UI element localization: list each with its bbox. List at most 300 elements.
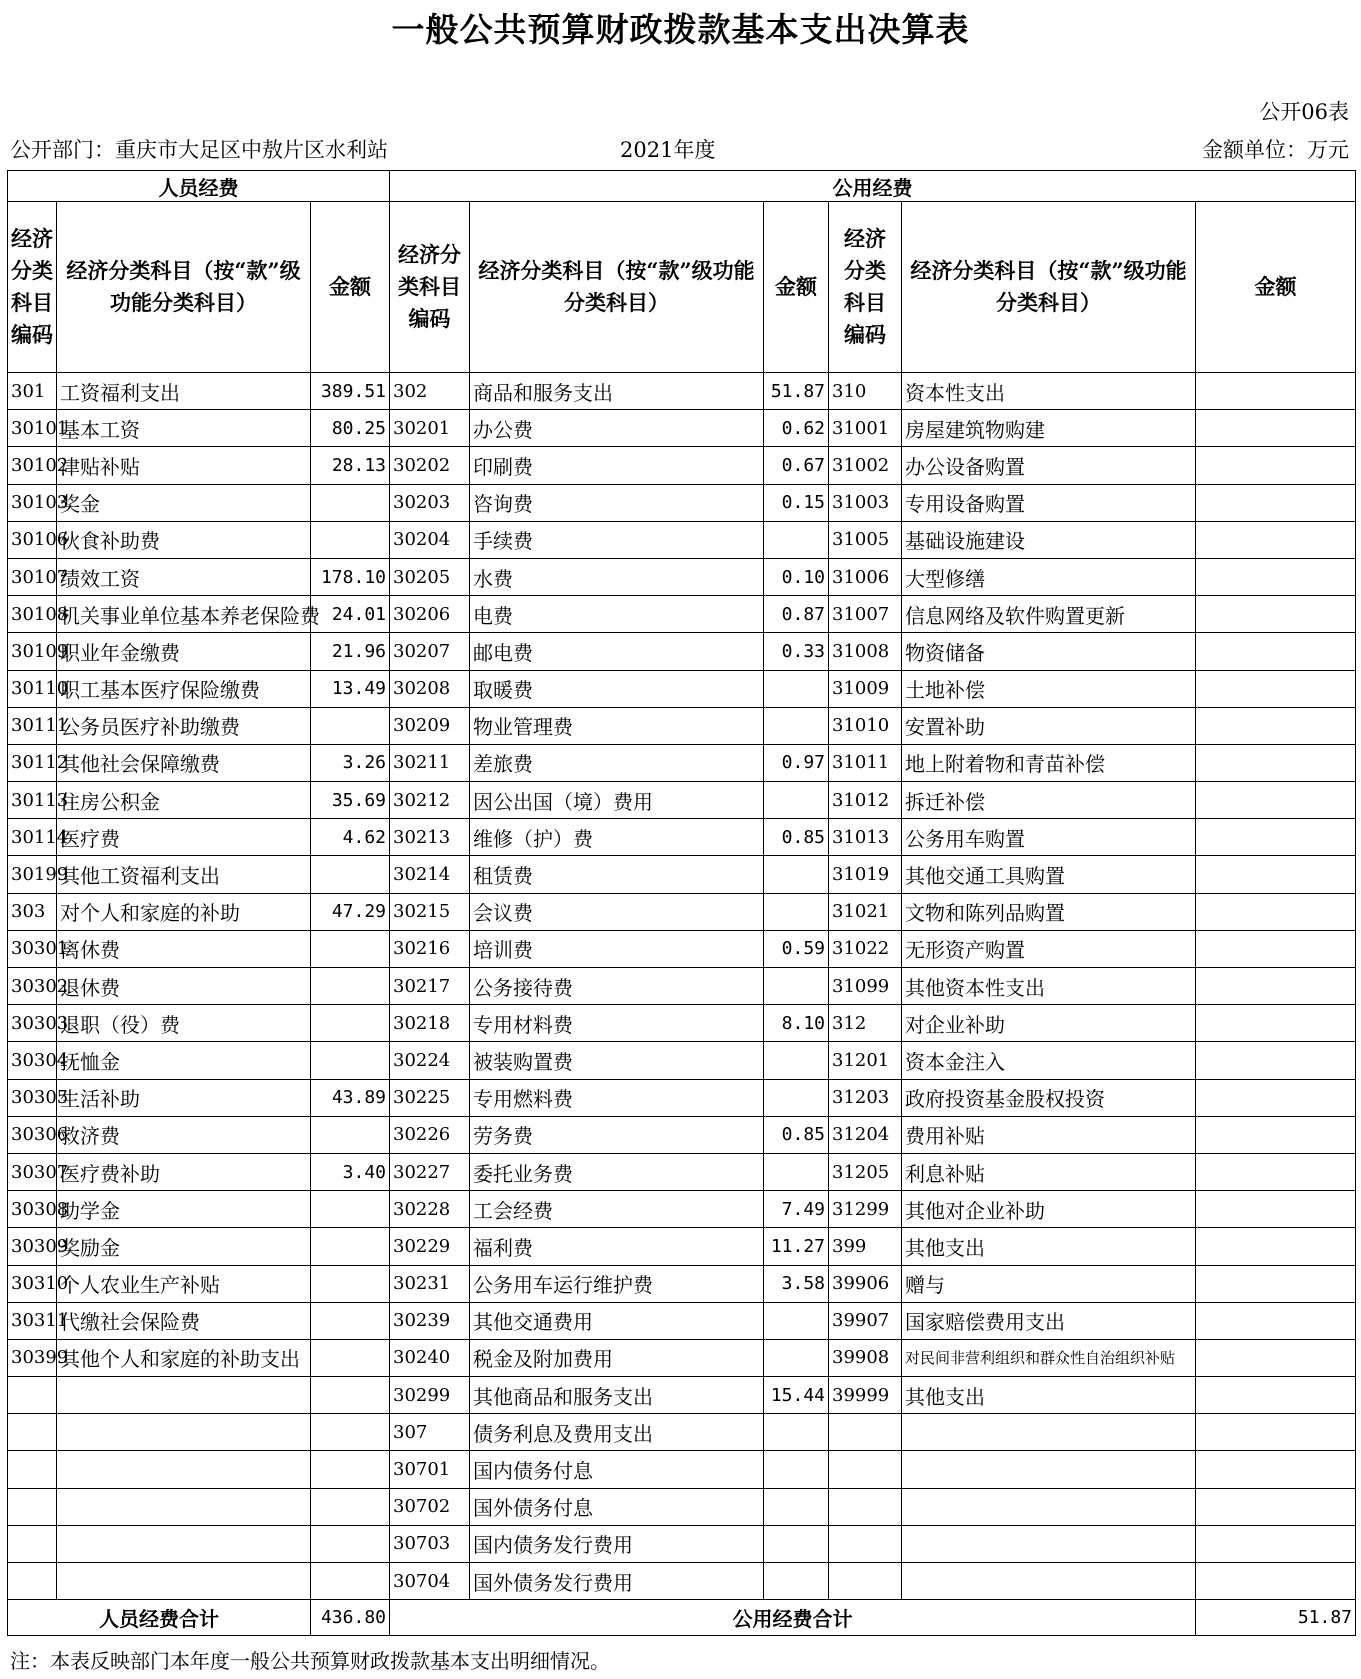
cell-amount-left [311, 484, 390, 521]
cell-name-mid: 国内债务发行费用 [470, 1525, 764, 1562]
cell-name-right: 房屋建筑物购建 [902, 410, 1196, 447]
section-header-row [8, 171, 1356, 202]
cell-name-mid: 邮电费 [470, 633, 764, 670]
cell-name-mid: 国外债务付息 [470, 1488, 764, 1525]
cell-name-left [57, 1488, 311, 1525]
cell-name-left: 退职（役）费 [57, 1005, 311, 1042]
cell-code-mid: 30240 [390, 1339, 470, 1376]
cell-name-mid: 因公出国（境）费用 [470, 782, 764, 819]
cell-name-right: 专用设备购置 [902, 484, 1196, 521]
cell-name-mid: 劳务费 [470, 1116, 764, 1153]
cell-name-right: 其他资本性支出 [902, 968, 1196, 1005]
header-code-right: 经济分类科目编码 [829, 202, 902, 373]
cell-amount-left [311, 707, 390, 744]
table-row [8, 1005, 1356, 1042]
cell-name-mid: 被装购置费 [470, 1042, 764, 1079]
cell-code-mid: 30218 [390, 1005, 470, 1042]
cell-amount-mid: 15.44 [764, 1377, 829, 1414]
table-row [8, 1265, 1356, 1302]
cell-name-right: 公务用车购置 [902, 819, 1196, 856]
cell-amount-right [1196, 1525, 1356, 1562]
cell-amount-right [1196, 1042, 1356, 1079]
cell-code-right: 31022 [829, 930, 902, 967]
cell-code-left: 30113 [8, 782, 57, 819]
cell-amount-left: 4.62 [311, 819, 390, 856]
cell-name-left: 职业年金缴费 [57, 633, 311, 670]
table-row [8, 1488, 1356, 1525]
table-row [8, 707, 1356, 744]
cell-code-left: 30199 [8, 856, 57, 893]
cell-amount-right [1196, 1339, 1356, 1376]
cell-name-right: 赠与 [902, 1265, 1196, 1302]
cell-code-mid: 30209 [390, 707, 470, 744]
cell-code-right: 31011 [829, 744, 902, 781]
cell-code-right: 31013 [829, 819, 902, 856]
cell-amount-right [1196, 744, 1356, 781]
cell-amount-left [311, 1377, 390, 1414]
cell-code-left: 30101 [8, 410, 57, 447]
table-code: 公开06表 [1259, 100, 1349, 124]
table-row [8, 410, 1356, 447]
public-total-value: 51.87 [1196, 1600, 1356, 1636]
cell-amount-mid: 0.15 [764, 484, 829, 521]
cell-amount-right [1196, 410, 1356, 447]
cell-amount-mid [764, 1414, 829, 1451]
cell-code-mid: 30225 [390, 1079, 470, 1116]
table-row [8, 1228, 1356, 1265]
cell-code-left: 30305 [8, 1079, 57, 1116]
cell-name-mid: 公务接待费 [470, 968, 764, 1005]
table-row [8, 1451, 1356, 1488]
cell-code-right: 31003 [829, 484, 902, 521]
cell-code-right [829, 1451, 902, 1488]
cell-code-right: 39906 [829, 1265, 902, 1302]
cell-amount-right [1196, 447, 1356, 484]
cell-amount-left [311, 856, 390, 893]
cell-code-mid: 30214 [390, 856, 470, 893]
cell-code-left: 30111 [8, 707, 57, 744]
cell-code-mid: 307 [390, 1414, 470, 1451]
table-row [8, 930, 1356, 967]
cell-code-right: 31009 [829, 670, 902, 707]
cell-amount-right [1196, 1116, 1356, 1153]
table-row [8, 1339, 1356, 1376]
table-row [8, 1414, 1356, 1451]
cell-code-mid: 30216 [390, 930, 470, 967]
cell-code-left: 30399 [8, 1339, 57, 1376]
table-row [8, 596, 1356, 633]
cell-name-right: 大型修缮 [902, 558, 1196, 595]
cell-amount-right [1196, 1451, 1356, 1488]
cell-code-left: 301 [8, 373, 57, 410]
cell-amount-left [311, 1228, 390, 1265]
table-row [8, 893, 1356, 930]
cell-code-right: 31021 [829, 893, 902, 930]
table-row [8, 1042, 1356, 1079]
cell-amount-mid: 0.87 [764, 596, 829, 633]
cell-name-right [902, 1525, 1196, 1562]
cell-name-mid: 商品和服务支出 [470, 373, 764, 410]
cell-name-right: 对企业补助 [902, 1005, 1196, 1042]
cell-name-mid: 其他商品和服务支出 [470, 1377, 764, 1414]
cell-name-right: 资本金注入 [902, 1042, 1196, 1079]
cell-amount-mid [764, 1488, 829, 1525]
section-public: 公用经费 [390, 171, 1356, 202]
table-row [8, 1302, 1356, 1339]
cell-amount-mid: 0.33 [764, 633, 829, 670]
cell-code-right: 39908 [829, 1339, 902, 1376]
header-amount-mid: 金额 [764, 202, 829, 373]
cell-amount-left: 178.10 [311, 558, 390, 595]
cell-name-left: 退休费 [57, 968, 311, 1005]
cell-name-left: 医疗费补助 [57, 1153, 311, 1190]
cell-name-left: 机关事业单位基本养老保险费 [57, 596, 311, 633]
cell-amount-mid: 0.85 [764, 1116, 829, 1153]
cell-amount-right [1196, 633, 1356, 670]
cell-name-left: 绩效工资 [57, 558, 311, 595]
cell-name-mid: 债务利息及费用支出 [470, 1414, 764, 1451]
cell-code-right: 31012 [829, 782, 902, 819]
table-row [8, 744, 1356, 781]
cell-code-mid: 30231 [390, 1265, 470, 1302]
cell-name-mid: 培训费 [470, 930, 764, 967]
totals-row [8, 1600, 1356, 1636]
cell-amount-left [311, 1488, 390, 1525]
cell-amount-left [311, 1116, 390, 1153]
header-code-mid: 经济分类科目编码 [390, 202, 470, 373]
cell-code-left: 30304 [8, 1042, 57, 1079]
cell-code-right: 31205 [829, 1153, 902, 1190]
cell-name-mid: 差旅费 [470, 744, 764, 781]
cell-amount-right [1196, 1228, 1356, 1265]
cell-amount-right [1196, 930, 1356, 967]
cell-name-mid: 办公费 [470, 410, 764, 447]
cell-amount-right [1196, 1153, 1356, 1190]
cell-code-mid: 30205 [390, 558, 470, 595]
section-personnel: 人员经费 [8, 171, 390, 202]
cell-name-right: 国家赔偿费用支出 [902, 1302, 1196, 1339]
cell-amount-left [311, 1414, 390, 1451]
table-row [8, 1563, 1356, 1600]
cell-code-left: 30114 [8, 819, 57, 856]
cell-amount-mid: 0.85 [764, 819, 829, 856]
cell-code-left: 303 [8, 893, 57, 930]
cell-code-left: 30310 [8, 1265, 57, 1302]
cell-code-left [8, 1563, 57, 1600]
cell-amount-mid [764, 1339, 829, 1376]
cell-code-left: 30309 [8, 1228, 57, 1265]
table-row [8, 856, 1356, 893]
cell-amount-left [311, 1563, 390, 1600]
cell-name-right: 物资储备 [902, 633, 1196, 670]
cell-amount-mid: 8.10 [764, 1005, 829, 1042]
cell-code-right: 31002 [829, 447, 902, 484]
cell-code-left: 30308 [8, 1191, 57, 1228]
cell-code-mid: 30217 [390, 968, 470, 1005]
header-name-right: 经济分类科目（按“款”级功能分类科目） [902, 202, 1196, 373]
cell-amount-left [311, 521, 390, 558]
cell-amount-right [1196, 1377, 1356, 1414]
cell-code-mid: 30224 [390, 1042, 470, 1079]
cell-amount-left: 389.51 [311, 373, 390, 410]
cell-name-right: 安置补助 [902, 707, 1196, 744]
cell-amount-mid: 3.58 [764, 1265, 829, 1302]
cell-name-mid: 福利费 [470, 1228, 764, 1265]
cell-code-right: 39999 [829, 1377, 902, 1414]
cell-name-left: 工资福利支出 [57, 373, 311, 410]
cell-amount-mid: 51.87 [764, 373, 829, 410]
table-row [8, 1525, 1356, 1562]
cell-name-left [57, 1563, 311, 1600]
cell-name-left: 住房公积金 [57, 782, 311, 819]
cell-code-mid: 30703 [390, 1525, 470, 1562]
cell-amount-right [1196, 893, 1356, 930]
cell-amount-right [1196, 1265, 1356, 1302]
cell-amount-right [1196, 968, 1356, 1005]
cell-amount-left: 28.13 [311, 447, 390, 484]
cell-amount-left [311, 1042, 390, 1079]
cell-amount-right [1196, 1005, 1356, 1042]
cell-name-right: 地上附着物和青苗补偿 [902, 744, 1196, 781]
department-label: 公开部门：重庆市大足区中敖片区水利站 [10, 138, 388, 162]
cell-name-right: 基础设施建设 [902, 521, 1196, 558]
cell-code-right: 31019 [829, 856, 902, 893]
cell-name-mid: 电费 [470, 596, 764, 633]
cell-amount-mid [764, 670, 829, 707]
cell-name-right: 政府投资基金股权投资 [902, 1079, 1196, 1116]
cell-amount-right [1196, 707, 1356, 744]
cell-name-right: 文物和陈列品购置 [902, 893, 1196, 930]
cell-code-left: 30107 [8, 558, 57, 595]
cell-name-mid: 税金及附加费用 [470, 1339, 764, 1376]
cell-code-left: 30311 [8, 1302, 57, 1339]
cell-amount-mid [764, 1563, 829, 1600]
cell-name-right: 对民间非营利组织和群众性自治组织补贴 [902, 1339, 1196, 1376]
cell-name-left: 其他工资福利支出 [57, 856, 311, 893]
cell-amount-right [1196, 819, 1356, 856]
header-amount-left: 金额 [311, 202, 390, 373]
cell-amount-mid [764, 1079, 829, 1116]
page-title: 一般公共预算财政拨款基本支出决算表 [391, 10, 970, 49]
cell-name-mid: 水费 [470, 558, 764, 595]
table-row [8, 1191, 1356, 1228]
cell-amount-mid: 11.27 [764, 1228, 829, 1265]
cell-code-mid: 30203 [390, 484, 470, 521]
cell-amount-right [1196, 1302, 1356, 1339]
cell-code-right: 31010 [829, 707, 902, 744]
cell-name-left: 津贴补贴 [57, 447, 311, 484]
table-row [8, 670, 1356, 707]
cell-code-right [829, 1563, 902, 1600]
header-code-left: 经济分类科目编码 [8, 202, 57, 373]
table-row [8, 782, 1356, 819]
cell-name-left: 基本工资 [57, 410, 311, 447]
cell-name-left: 个人农业生产补贴 [57, 1265, 311, 1302]
table-row [8, 633, 1356, 670]
cell-code-left [8, 1525, 57, 1562]
cell-amount-mid: 0.62 [764, 410, 829, 447]
cell-name-left [57, 1377, 311, 1414]
cell-name-right [902, 1563, 1196, 1600]
cell-name-left: 奖励金 [57, 1228, 311, 1265]
cell-name-left: 对个人和家庭的补助 [57, 893, 311, 930]
cell-amount-left [311, 1005, 390, 1042]
cell-code-right: 31005 [829, 521, 902, 558]
cell-amount-right [1196, 484, 1356, 521]
cell-name-mid: 会议费 [470, 893, 764, 930]
cell-name-mid: 委托业务费 [470, 1153, 764, 1190]
cell-amount-mid [764, 707, 829, 744]
cell-amount-mid [764, 1042, 829, 1079]
year-label: 2021年度 [620, 138, 716, 162]
cell-code-left: 30301 [8, 930, 57, 967]
cell-name-mid: 其他交通费用 [470, 1302, 764, 1339]
cell-name-mid: 手续费 [470, 521, 764, 558]
table-row [8, 484, 1356, 521]
cell-amount-left [311, 1525, 390, 1562]
unit-label: 金额单位：万元 [1202, 138, 1349, 162]
table-row [8, 1377, 1356, 1414]
cell-name-left [57, 1414, 311, 1451]
cell-name-right [902, 1488, 1196, 1525]
cell-code-left: 30103 [8, 484, 57, 521]
header-name-mid: 经济分类科目（按“款”级功能分类科目） [470, 202, 764, 373]
cell-code-right: 399 [829, 1228, 902, 1265]
cell-name-right: 资本性支出 [902, 373, 1196, 410]
cell-amount-right [1196, 1191, 1356, 1228]
cell-amount-left: 3.40 [311, 1153, 390, 1190]
cell-code-right: 31201 [829, 1042, 902, 1079]
cell-name-right: 信息网络及软件购置更新 [902, 596, 1196, 633]
cell-amount-mid: 0.10 [764, 558, 829, 595]
cell-code-right: 31099 [829, 968, 902, 1005]
cell-code-mid: 30211 [390, 744, 470, 781]
cell-name-right: 费用补贴 [902, 1116, 1196, 1153]
cell-name-left: 公务员医疗补助缴费 [57, 707, 311, 744]
cell-name-right: 其他对企业补助 [902, 1191, 1196, 1228]
cell-amount-left [311, 1339, 390, 1376]
cell-code-left: 30110 [8, 670, 57, 707]
cell-amount-right [1196, 521, 1356, 558]
cell-name-mid: 维修（护）费 [470, 819, 764, 856]
cell-amount-mid [764, 893, 829, 930]
column-header-row [8, 202, 1356, 373]
cell-amount-left [311, 930, 390, 967]
cell-amount-right [1196, 1079, 1356, 1116]
cell-code-left: 30303 [8, 1005, 57, 1042]
cell-amount-left: 43.89 [311, 1079, 390, 1116]
table-row [8, 521, 1356, 558]
cell-amount-mid [764, 1525, 829, 1562]
cell-amount-mid: 7.49 [764, 1191, 829, 1228]
cell-name-left: 职工基本医疗保险缴费 [57, 670, 311, 707]
cell-code-mid: 30202 [390, 447, 470, 484]
cell-code-mid: 30299 [390, 1377, 470, 1414]
cell-amount-mid [764, 856, 829, 893]
cell-name-right [902, 1414, 1196, 1451]
cell-code-mid: 30228 [390, 1191, 470, 1228]
header-amount-right: 金额 [1196, 202, 1356, 373]
cell-code-mid: 30213 [390, 819, 470, 856]
cell-code-left [8, 1414, 57, 1451]
cell-name-mid: 印刷费 [470, 447, 764, 484]
cell-code-right: 31001 [829, 410, 902, 447]
header-name-left: 经济分类科目（按“款”级功能分类科目） [57, 202, 311, 373]
cell-amount-mid [764, 1302, 829, 1339]
expenditure-table [7, 170, 1356, 1636]
cell-code-left: 30106 [8, 521, 57, 558]
cell-name-mid: 物业管理费 [470, 707, 764, 744]
cell-amount-left: 13.49 [311, 670, 390, 707]
cell-code-mid: 30201 [390, 410, 470, 447]
cell-amount-left [311, 1302, 390, 1339]
cell-name-right: 其他支出 [902, 1228, 1196, 1265]
cell-code-mid: 30212 [390, 782, 470, 819]
cell-amount-left: 24.01 [311, 596, 390, 633]
table-row [8, 819, 1356, 856]
cell-code-left: 30112 [8, 744, 57, 781]
cell-amount-left: 3.26 [311, 744, 390, 781]
cell-amount-right [1196, 670, 1356, 707]
cell-code-mid: 30701 [390, 1451, 470, 1488]
cell-amount-right [1196, 1563, 1356, 1600]
cell-code-left [8, 1451, 57, 1488]
cell-code-left [8, 1377, 57, 1414]
footnote: 注：本表反映部门本年度一般公共预算财政拨款基本支出明细情况。 [10, 1649, 610, 1673]
cell-amount-right [1196, 856, 1356, 893]
cell-amount-mid [764, 968, 829, 1005]
cell-name-left: 抚恤金 [57, 1042, 311, 1079]
cell-code-mid: 30215 [390, 893, 470, 930]
personnel-total-value: 436.80 [311, 1600, 390, 1636]
cell-code-right: 31007 [829, 596, 902, 633]
cell-code-right: 310 [829, 373, 902, 410]
cell-code-left: 30306 [8, 1116, 57, 1153]
cell-name-right: 拆迁补偿 [902, 782, 1196, 819]
cell-code-right [829, 1525, 902, 1562]
cell-amount-left: 80.25 [311, 410, 390, 447]
cell-name-right: 无形资产购置 [902, 930, 1196, 967]
cell-amount-left: 35.69 [311, 782, 390, 819]
cell-amount-mid: 0.59 [764, 930, 829, 967]
cell-code-mid: 30208 [390, 670, 470, 707]
table-row [8, 1153, 1356, 1190]
cell-name-left: 奖金 [57, 484, 311, 521]
cell-amount-mid: 0.67 [764, 447, 829, 484]
cell-code-left: 30307 [8, 1153, 57, 1190]
personnel-total-label: 人员经费合计 [8, 1600, 311, 1636]
cell-name-left: 代缴社会保险费 [57, 1302, 311, 1339]
cell-name-left [57, 1525, 311, 1562]
cell-name-left: 伙食补助费 [57, 521, 311, 558]
cell-code-mid: 30226 [390, 1116, 470, 1153]
cell-code-right: 31008 [829, 633, 902, 670]
cell-code-right [829, 1488, 902, 1525]
cell-name-right: 办公设备购置 [902, 447, 1196, 484]
cell-code-left: 30302 [8, 968, 57, 1005]
cell-code-mid: 30206 [390, 596, 470, 633]
cell-name-mid: 取暖费 [470, 670, 764, 707]
cell-code-mid: 30239 [390, 1302, 470, 1339]
cell-code-left [8, 1488, 57, 1525]
cell-amount-right [1196, 558, 1356, 595]
cell-name-mid: 国内债务付息 [470, 1451, 764, 1488]
table-row [8, 558, 1356, 595]
cell-name-left [57, 1451, 311, 1488]
cell-code-right: 31203 [829, 1079, 902, 1116]
public-total-label: 公用经费合计 [390, 1600, 1196, 1636]
cell-name-left: 离休费 [57, 930, 311, 967]
